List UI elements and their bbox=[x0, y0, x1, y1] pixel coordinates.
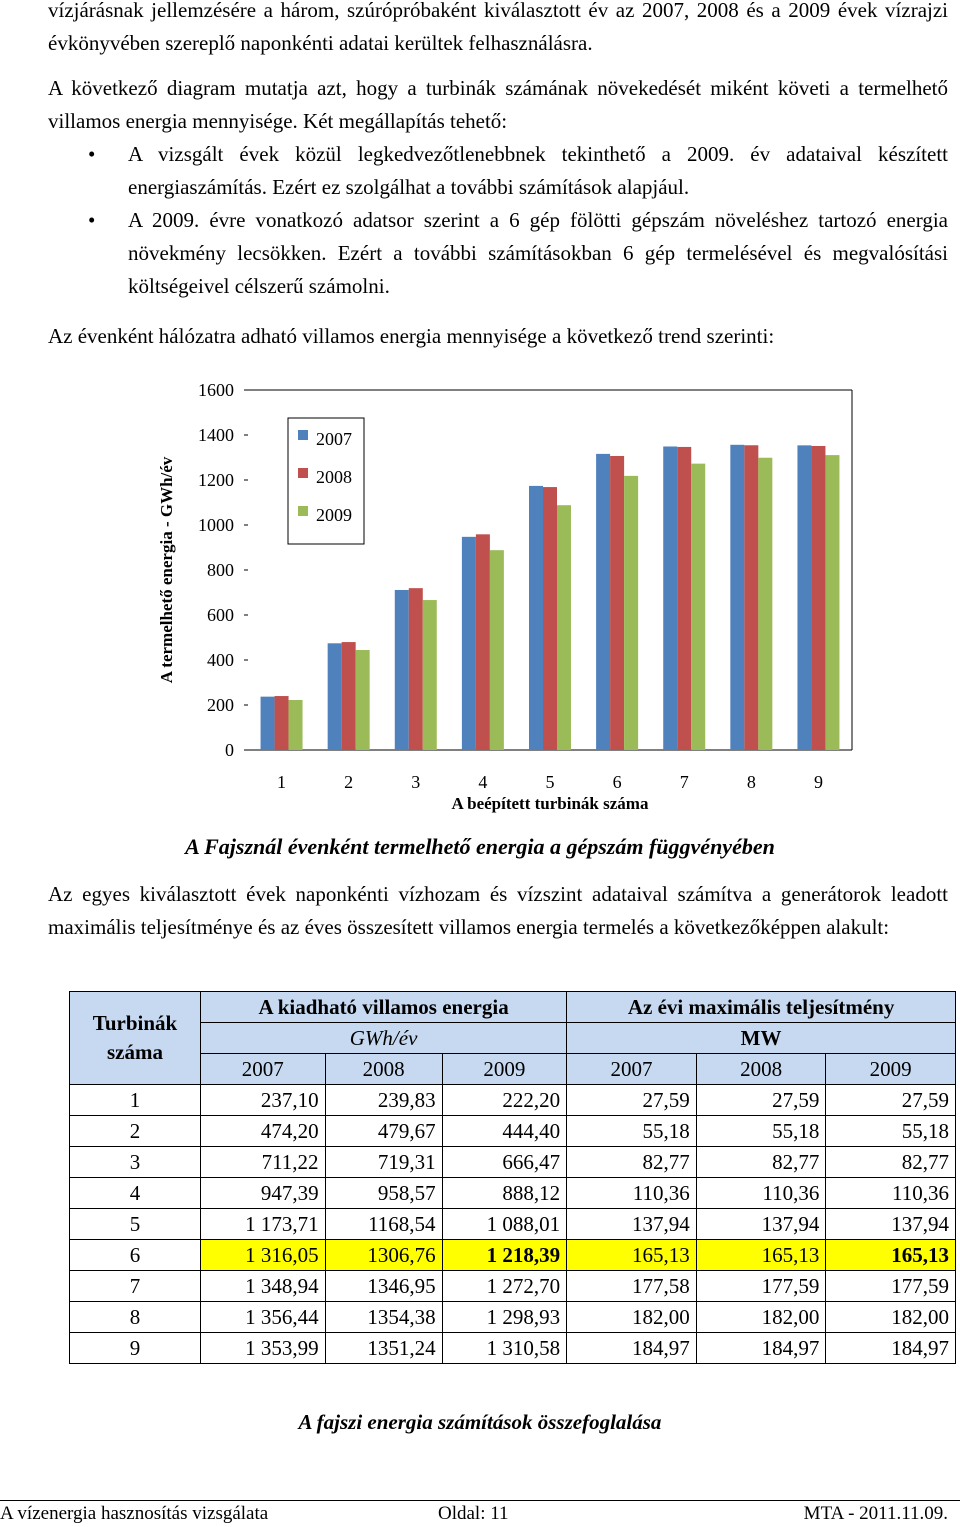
y-tick-label: 1400 bbox=[198, 425, 234, 445]
bar-2008-5 bbox=[543, 487, 557, 750]
legend-label: 2009 bbox=[316, 505, 352, 525]
table-cell: 1351,24 bbox=[325, 1333, 442, 1364]
table-cell: 177,59 bbox=[696, 1271, 826, 1302]
table-cell: 711,22 bbox=[201, 1147, 326, 1178]
bar-2008-3 bbox=[409, 588, 423, 750]
y-tick-label: 1200 bbox=[198, 470, 234, 490]
y-tick-label: 600 bbox=[207, 605, 234, 625]
table-cell: 1 356,44 bbox=[201, 1302, 326, 1333]
table-cell: 82,77 bbox=[567, 1147, 697, 1178]
table-cell: 1 bbox=[70, 1085, 201, 1116]
table-cell: 110,36 bbox=[696, 1178, 826, 1209]
table-cell: 182,00 bbox=[826, 1302, 956, 1333]
table-row bbox=[70, 1209, 956, 1240]
table-cell: 947,39 bbox=[201, 1178, 326, 1209]
table-cell: 1 218,39 bbox=[442, 1240, 567, 1271]
year-header-cell: 2008 bbox=[696, 1054, 826, 1085]
table-cell: 1 310,58 bbox=[442, 1333, 567, 1364]
bar-2008-9 bbox=[811, 446, 825, 750]
table-cell: 1 272,70 bbox=[442, 1271, 567, 1302]
table-cell: 222,20 bbox=[442, 1085, 567, 1116]
y-tick-label: 800 bbox=[207, 560, 234, 580]
x-axis-label: A beépített turbinák száma bbox=[451, 794, 649, 813]
table-cell: 1 088,01 bbox=[442, 1209, 567, 1240]
table-cell: 719,31 bbox=[325, 1147, 442, 1178]
table-cell: 5 bbox=[70, 1209, 201, 1240]
table-cell: 184,97 bbox=[567, 1333, 697, 1364]
table-row bbox=[70, 1178, 956, 1209]
bar-2007-4 bbox=[462, 537, 476, 750]
bar-2009-6 bbox=[624, 476, 638, 750]
table-cell: 165,13 bbox=[826, 1240, 956, 1271]
year-header-cell: 2009 bbox=[826, 1054, 956, 1085]
table-cell: 82,77 bbox=[696, 1147, 826, 1178]
x-tick-label: 7 bbox=[679, 772, 689, 792]
year-header-cell: 2008 bbox=[325, 1054, 442, 1085]
bar-2007-2 bbox=[328, 643, 342, 750]
bar-2009-1 bbox=[289, 700, 303, 750]
chart-caption: A Fajsznál évenként termelhető energia a gépszám függvényében bbox=[185, 834, 775, 859]
table-body bbox=[70, 1085, 956, 1364]
legend-swatch-2008 bbox=[298, 468, 308, 478]
table-cell: 2 bbox=[70, 1116, 201, 1147]
bar-2007-1 bbox=[261, 697, 275, 750]
table-row bbox=[70, 1147, 956, 1178]
bullet-icon: • bbox=[88, 142, 96, 166]
bar-2007-3 bbox=[395, 590, 409, 750]
table-cell: 666,47 bbox=[442, 1147, 567, 1178]
table-cell: 184,97 bbox=[826, 1333, 956, 1364]
bar-2009-7 bbox=[691, 464, 705, 750]
results-table bbox=[69, 991, 956, 1364]
legend-swatch-2009 bbox=[298, 506, 308, 516]
table-cell: 165,13 bbox=[696, 1240, 826, 1271]
table-cell: 177,59 bbox=[826, 1271, 956, 1302]
table-row bbox=[70, 1271, 956, 1302]
x-tick-label: 9 bbox=[813, 772, 823, 792]
table-cell: 1 348,94 bbox=[201, 1271, 326, 1302]
table-cell: 182,00 bbox=[696, 1302, 826, 1333]
table-cell: 27,59 bbox=[696, 1085, 826, 1116]
table-cell: 182,00 bbox=[567, 1302, 697, 1333]
findings-list bbox=[48, 138, 948, 303]
bar-2007-7 bbox=[663, 446, 677, 750]
table-row bbox=[70, 1333, 956, 1364]
x-tick-label: 5 bbox=[545, 772, 555, 792]
table-cell: 239,83 bbox=[325, 1085, 442, 1116]
table-cell: 888,12 bbox=[442, 1178, 567, 1209]
table-cell: 958,57 bbox=[325, 1178, 442, 1209]
x-tick-label: 3 bbox=[411, 772, 421, 792]
y-tick-label: 1000 bbox=[198, 515, 234, 535]
table-cell: 55,18 bbox=[826, 1116, 956, 1147]
year-header-cell: 2007 bbox=[201, 1054, 326, 1085]
bar-2008-8 bbox=[744, 445, 758, 750]
list-item bbox=[48, 204, 948, 303]
power-unit-header: MW bbox=[567, 1023, 956, 1054]
bar-2009-8 bbox=[758, 458, 772, 750]
intro-paragraph: vízjárásnak jellemzésére a három, szúrópróbaként kiválasztott év az 2007, 2008 és a 2009 évek vízrajzi évkönyvében szereplő naponkénti adatai kerültek felhasználásra. bbox=[48, 0, 948, 55]
bar-2009-4 bbox=[490, 550, 504, 750]
turbines-header: Turbinák száma bbox=[70, 992, 201, 1085]
table-intro-paragraph: Az egyes kiválasztott évek naponkénti vízhozam és vízszint adataival számítva a generátorok leadott maximális teljesítménye és az éves összesített villamos energia termelés a következőképpen alakult: bbox=[48, 882, 948, 939]
year-header-cell: 2009 bbox=[442, 1054, 567, 1085]
table-row bbox=[70, 1085, 956, 1116]
table-cell: 474,20 bbox=[201, 1116, 326, 1147]
table-cell: 137,94 bbox=[696, 1209, 826, 1240]
table-cell: 165,13 bbox=[567, 1240, 697, 1271]
bar-2007-6 bbox=[596, 454, 610, 750]
y-tick-label: 0 bbox=[225, 740, 234, 760]
table-cell: 6 bbox=[70, 1240, 201, 1271]
list-item bbox=[48, 138, 948, 204]
table-cell: 55,18 bbox=[696, 1116, 826, 1147]
table-cell: 9 bbox=[70, 1333, 201, 1364]
bar-2007-8 bbox=[730, 445, 744, 750]
x-tick-label: 1 bbox=[277, 772, 287, 792]
legend-label: 2007 bbox=[316, 429, 352, 449]
table-cell: 27,59 bbox=[826, 1085, 956, 1116]
bar-2008-4 bbox=[476, 534, 490, 750]
table-row bbox=[70, 1302, 956, 1333]
table-cell: 1168,54 bbox=[325, 1209, 442, 1240]
footer-page-number: Oldal: 11 bbox=[438, 1503, 509, 1524]
diagram-intro-paragraph: A következő diagram mutatja azt, hogy a turbinák számának növekedését miként követi a termelhető villamos energia mennyisége. Két megállapítás tehető: bbox=[48, 76, 948, 133]
table-cell: 444,40 bbox=[442, 1116, 567, 1147]
table-cell: 237,10 bbox=[201, 1085, 326, 1116]
footer-date: MTA - 2011.11.09. bbox=[803, 1503, 948, 1524]
x-tick-label: 2 bbox=[344, 772, 354, 792]
bullet-text: A vizsgált évek közül legkedvezőtlenebbnek tekinthető a 2009. év adataival készített energiaszámítás. Ezért ez szolgálhat a további számítások alapjául. bbox=[128, 142, 948, 199]
table-cell: 27,59 bbox=[567, 1085, 697, 1116]
energy-bar-chart bbox=[140, 370, 860, 820]
bar-2007-9 bbox=[797, 445, 811, 750]
footer-title: A vízenergia hasznosítás vizsgálata bbox=[0, 1503, 269, 1524]
table-cell: 55,18 bbox=[567, 1116, 697, 1147]
table-cell: 110,36 bbox=[567, 1178, 697, 1209]
bullet-text: A 2009. évre vonatkozó adatsor szerint a 6 gép fölötti gépszám növeléshez tartozó energia növekmény lecsökken. Ezért a további számításokban 6 gép termelésével és megvalósítási költségeivel célszerű számolni. bbox=[128, 208, 948, 298]
year-header-row bbox=[70, 1054, 956, 1085]
bar-2009-5 bbox=[557, 505, 571, 750]
bar-2009-3 bbox=[423, 600, 437, 750]
power-group-header: Az évi maximális teljesítmény bbox=[567, 992, 956, 1023]
table-cell: 1354,38 bbox=[325, 1302, 442, 1333]
bar-2008-1 bbox=[275, 696, 289, 750]
table-cell: 8 bbox=[70, 1302, 201, 1333]
table-cell: 1 316,05 bbox=[201, 1240, 326, 1271]
y-tick-label: 200 bbox=[207, 695, 234, 715]
table-cell: 1 173,71 bbox=[201, 1209, 326, 1240]
x-tick-label: 6 bbox=[612, 772, 622, 792]
table-cell: 137,94 bbox=[826, 1209, 956, 1240]
bar-2009-9 bbox=[825, 455, 839, 750]
table-cell: 3 bbox=[70, 1147, 201, 1178]
table-row bbox=[70, 1116, 956, 1147]
table-cell: 479,67 bbox=[325, 1116, 442, 1147]
bar-2009-2 bbox=[356, 650, 370, 750]
table-cell: 7 bbox=[70, 1271, 201, 1302]
table-cell: 1306,76 bbox=[325, 1240, 442, 1271]
energy-group-header: A kiadható villamos energia bbox=[201, 992, 567, 1023]
y-tick-label: 1600 bbox=[198, 380, 234, 400]
bullet-icon: • bbox=[88, 208, 96, 232]
table-cell: 137,94 bbox=[567, 1209, 697, 1240]
table-cell: 184,97 bbox=[696, 1333, 826, 1364]
x-tick-label: 4 bbox=[478, 772, 488, 792]
bar-2008-7 bbox=[677, 447, 691, 750]
table-cell: 1 298,93 bbox=[442, 1302, 567, 1333]
legend-swatch-2007 bbox=[298, 430, 308, 440]
legend-label: 2008 bbox=[316, 467, 352, 487]
energy-unit-header: GWh/év bbox=[201, 1023, 567, 1054]
bar-2007-5 bbox=[529, 486, 543, 750]
x-tick-label: 8 bbox=[746, 772, 756, 792]
table-cell: 1 353,99 bbox=[201, 1333, 326, 1364]
table-row bbox=[70, 1240, 956, 1271]
y-tick-label: 400 bbox=[207, 650, 234, 670]
table-cell: 1346,95 bbox=[325, 1271, 442, 1302]
year-header-cell: 2007 bbox=[567, 1054, 697, 1085]
table-caption: A fajszi energia számítások összefoglalása bbox=[298, 1410, 662, 1434]
table-cell: 4 bbox=[70, 1178, 201, 1209]
bar-2008-6 bbox=[610, 456, 624, 750]
trend-paragraph: Az évenként hálózatra adható villamos energia mennyisége a következő trend szerinti: bbox=[48, 324, 775, 348]
table-cell: 110,36 bbox=[826, 1178, 956, 1209]
table-cell: 82,77 bbox=[826, 1147, 956, 1178]
y-axis-label: A termelhető energia - GWh/év bbox=[157, 456, 176, 684]
footer-divider bbox=[0, 1500, 960, 1501]
table-cell: 177,58 bbox=[567, 1271, 697, 1302]
bar-2008-2 bbox=[342, 642, 356, 750]
